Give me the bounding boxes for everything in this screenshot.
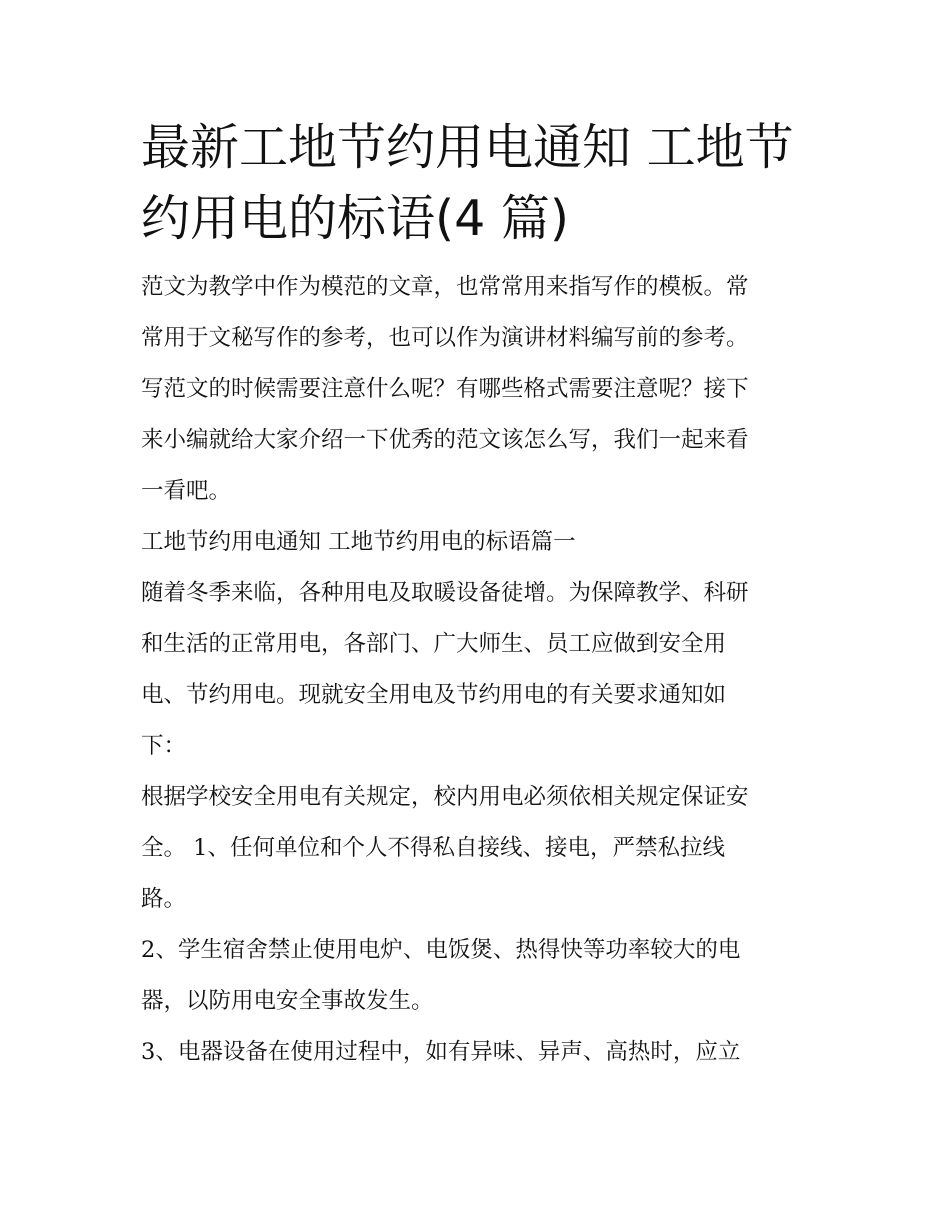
document-title [141,112,813,254]
notice-paragraph [141,568,813,772]
text-line: 2、学生宿舍禁止使用电炉、电饭煲、热得快等功率较大的电 [141,937,741,963]
text-line: 全。 1、任何单位和个人不得私自接线、接电，严禁私拉线 [141,835,725,861]
rule-item-2 [141,925,813,1027]
intro-paragraph [141,262,813,517]
text-line: 根据学校安全用电有关规定，校内用电必须依相关规定保证安 [141,784,749,810]
section-heading [141,517,813,568]
text-line: 一看吧。 [141,478,232,504]
text-line: 随着冬季来临，各种用电及取暖设备徒增。为保障教学、科研 [141,580,749,606]
text-line: 工地节约用电通知 工地节约用电的标语篇一 [141,529,576,555]
text-line: 路。 [141,886,187,912]
text-line: 来小编就给大家介绍一下优秀的范文该怎么写，我们一起来看 [141,427,749,453]
text-line: 电、节约用电。现就安全用电及节约用电的有关要求通知如 [141,682,727,708]
text-line: 器，以防用电安全事故发生。 [141,988,434,1014]
document-body [141,112,813,1078]
rule-item-3 [141,1027,813,1078]
text-line: 3、电器设备在使用过程中，如有异味、异声、高热时，应立 [141,1039,741,1065]
title-line: 约用电的标语(4 篇) [141,190,569,247]
text-line: 和生活的正常用电，各部门、广大师生、员工应做到安全用 [141,631,727,657]
text-line: 写范文的时候需要注意什么呢？有哪些格式需要注意呢？接下 [141,376,749,402]
text-line: 范文为教学中作为模范的文章，也常常用来指写作的模板。常 [141,274,749,300]
title-line: 最新工地节约用电通知 工地节 [141,119,794,176]
rule-intro-paragraph [141,772,813,925]
text-line: 下： [141,733,187,759]
text-line: 常用于文秘写作的参考，也可以作为演讲材料编写前的参考。 [141,325,749,351]
